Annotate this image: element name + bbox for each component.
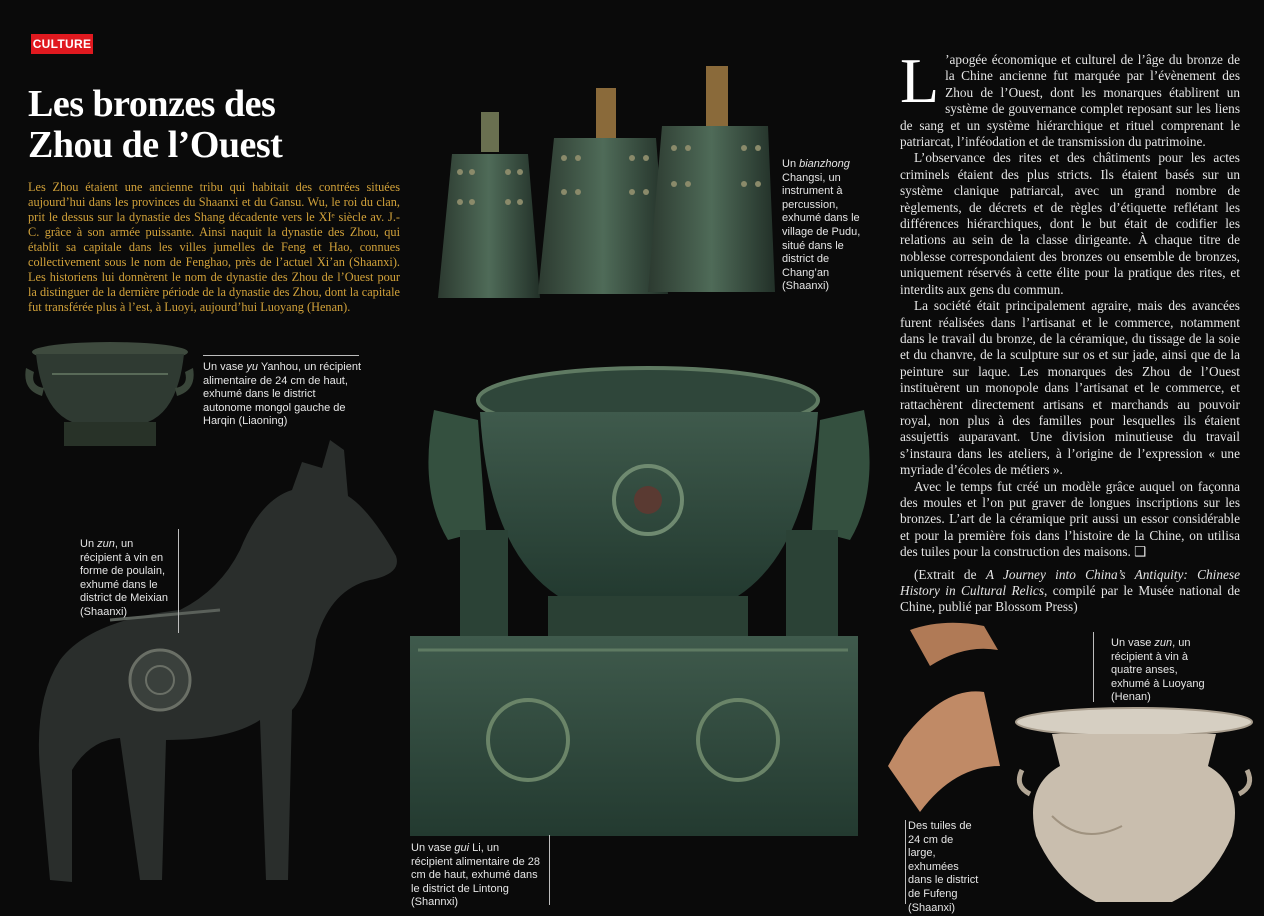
horse-zun-image: [30, 440, 400, 900]
dropcap: L: [900, 45, 940, 116]
body-paragraph-1: ’apogée économique et culturel de l’âge du bronze de la Chine ancienne fut marquée par l’évènement des Zhou de l’Ouest, dont les monarques établirent un système de gouvernance complet reposant sur les liens de sang et un système hiérarchique et rituel comprenant le patriarcat, l’inféodation et de transmission du patrimoine.: [900, 52, 1240, 150]
body-paragraph-2: L’observance des rites et des châtiments pour les actes criminels étaient des plus stricts. Ils étaient basés sur un système clanique patriarcal, avec un grand nombre de règlements, de décrets et de règles d’étiquette reflétant les différences hiérarchiques, dont le but était de codifier les relations au sein de la classe dirigeante. À chaque titre de noblesse correspondaient des bronzes ou ensemble de bronzes, uniquement réservés à cette élite pour la pratique des rites, et interdits aux gens du commun.: [900, 150, 1240, 297]
title-line-1: Les bronzes des: [28, 83, 276, 125]
rule-yu: [203, 355, 359, 356]
bianzhong-bells-image: [430, 62, 775, 302]
section-tag: CULTURE: [31, 34, 93, 54]
article-body: [900, 45, 1240, 616]
yu-vase-image: [22, 340, 197, 450]
zun-vase-image: [1012, 706, 1257, 906]
gui-vessel-image: [408, 360, 890, 845]
intro-paragraph: Les Zhou étaient une ancienne tribu qui habitait des contrées situées aujourd’hui dans les provinces du Shaanxi et du Gansu. Wu, le roi du clan, prit le dessus sur la dynastie des Shang décadente vers le XIᵉ siècle av. J.-C. grâce à son armée puissante. Ainsi naquit la dynastie des Zhou, qui établit sa capitale dans les villes jumelles de Feng et Hao, connues collectivement sous le nom de Fenghao, près de l’actuel Xi’an (Shaanxi). Les historiens lui donnèrent le nom de dynastie des Zhou de l’Ouest pour la distinguer de la dernière période de la dynastie des Zhou, dont la capitale fut transférée plus à l’est, à Luoyi, aujourd’hui Luoyang (Henan).: [28, 180, 400, 314]
roof-tiles-image: [884, 616, 1004, 816]
title-line-2: Zhou de l’Ouest: [28, 124, 283, 166]
rule-horse: [178, 529, 179, 633]
caption-zun-horse: Un zun, un récipient à vin en forme de poulain, exhumé dans le district de Meixian (Shaanxi): [80, 538, 169, 618]
caption-yu: Un vase yu Yanhou, un récipient alimentaire de 24 cm de haut, exhumé dans le district autonome mongol gauche de Harqin (Liaoning): [203, 361, 361, 428]
caption-bianzhong: Un bianzhong Changsi, un instrument à percussion, exhumé dans le village de Pudu, situé dans le district de Chang’an (Shaanxi): [782, 158, 861, 293]
caption-tiles: Des tuiles de 24 cm de large, exhumées dans le district de Fufeng (Shaanxi): [908, 820, 979, 914]
caption-gui: Un vase gui Li, un récipient alimentaire de 28 cm de haut, exhumé dans le district de Lintong (Shannxi): [411, 842, 541, 909]
body-paragraph-3: La société était principalement agraire, mais des avancées furent réalisées dans l’artisanat et le commerce, notamment dans le travail du bronze, de la céramique, du tissage de la soie et du chanvre, de la sculpture sur os et sur jade, ainsi que de la peinture sur laque. Les monarques des Zhou de l’Ouest instituèrent un monopole dans l’artisanat et le commerce, et rattachèrent directement artisans et marchands au pouvoir royal, non plus à des familles pour lesquelles ils étaient assujettis auparavant. Une division minutieuse du travail s’instaura dans les ateliers, à l’origine de l’expression « une myriade d’écoles de métiers ».: [900, 298, 1240, 478]
rule-tiles: [905, 820, 906, 904]
rule-zun-vase: [1093, 632, 1094, 702]
page-title: [28, 84, 358, 166]
body-paragraph-4: Avec le temps fut créé un modèle grâce auquel on façonna des moules et l’on put graver de longues inscriptions sur les bronzes. L’art de la céramique prit aussi un essor considérable et pour la première fois dans l’histoire de la Chine, on utilisa des tuiles pour la construction des maisons. ❑: [900, 478, 1240, 560]
rule-gui: [549, 835, 550, 905]
caption-zun-vase: Un vase zun, un récipient à vin à quatre anses, exhumé à Luoyang (Henan): [1111, 637, 1205, 704]
source-credit: (Extrait de A Journey into China’s Antiquity: Chinese History in Cultural Relics, compilé par le Musée national de Chine, publié par Blossom Press): [900, 566, 1240, 615]
